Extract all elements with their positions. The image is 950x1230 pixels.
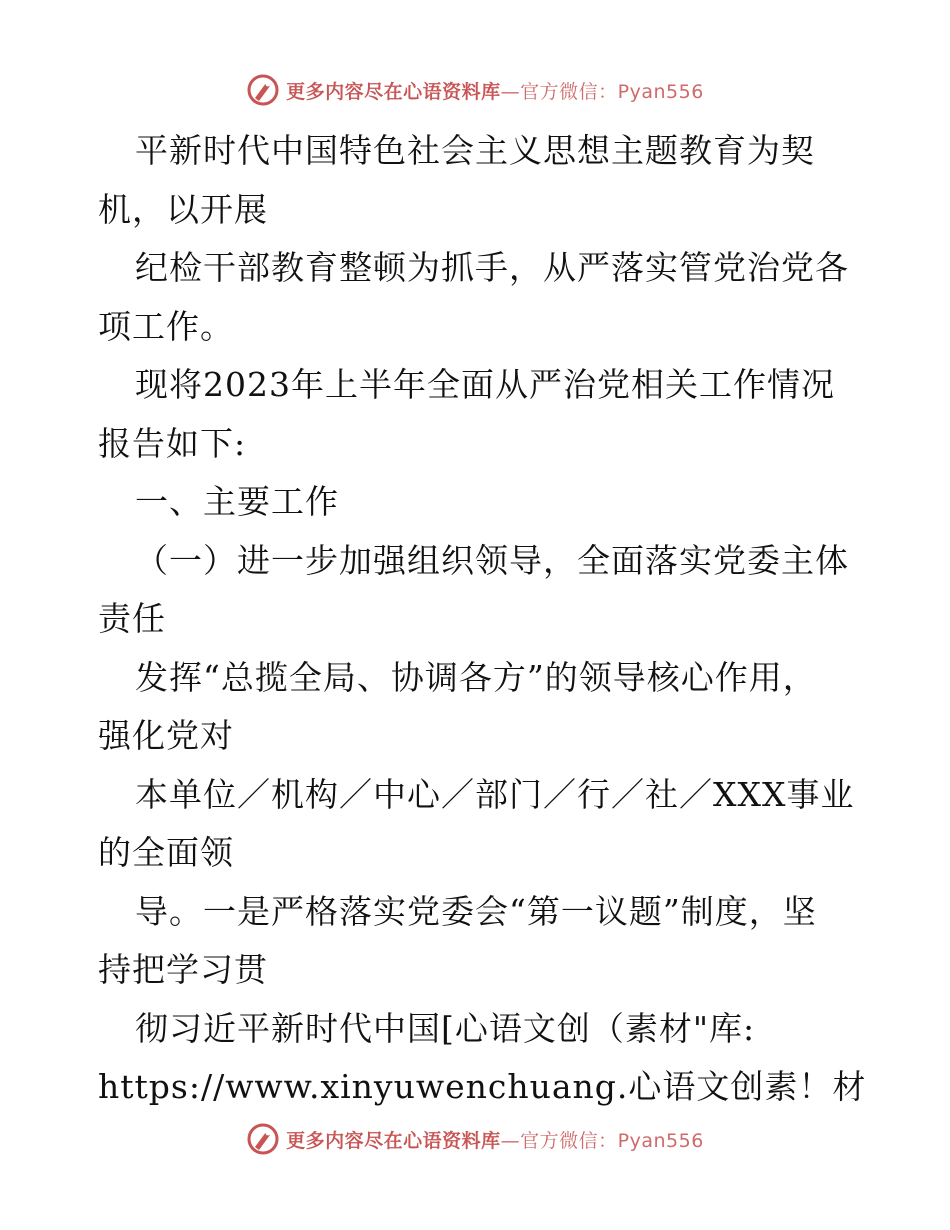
paragraph-line-url: https://www.xinyuwenchuang.心语文创素！材 bbox=[98, 1067, 867, 1106]
paragraph-line: 平新时代中国特色社会主义思想主题教育为契 bbox=[135, 131, 815, 170]
header-banner-title: 更多内容尽在心语资料库 bbox=[286, 80, 501, 103]
pen-logo-icon bbox=[246, 1122, 280, 1156]
paragraph-line: 的全面领 bbox=[98, 833, 234, 872]
paragraph-line: 持把学习贯 bbox=[98, 950, 268, 989]
paragraph-line: 纪检干部教育整顿为抓手，从严落实管党治党各 bbox=[135, 248, 849, 287]
footer-banner bbox=[0, 1119, 950, 1159]
header-banner bbox=[0, 70, 950, 110]
pen-logo-icon bbox=[246, 73, 280, 107]
subsection-heading: （一）进一步加强组织领导，全面落实党委主体 bbox=[135, 540, 849, 580]
footer-banner-text bbox=[286, 1126, 704, 1153]
paragraph-line: 机，以开展 bbox=[98, 189, 268, 229]
paragraph-line: 彻习近平新时代中国[心语文创（素材"库: bbox=[135, 1008, 756, 1048]
header-banner-wechat: —官方微信：Pyan556 bbox=[500, 80, 704, 103]
paragraph-line: 导。一是严格落实党委会“第一议题”制度，坚 bbox=[135, 891, 817, 931]
document-body bbox=[98, 122, 868, 1117]
subsection-heading-cont: 责任 bbox=[98, 599, 166, 638]
footer-banner-wechat: —官方微信：Pyan556 bbox=[500, 1129, 704, 1152]
section-heading: 一、主要工作 bbox=[135, 482, 339, 521]
header-banner-text bbox=[286, 77, 704, 104]
paragraph-line: 项工作。 bbox=[98, 306, 234, 346]
paragraph-line: 强化党对 bbox=[98, 716, 234, 755]
paragraph-line: 现将2023年上半年全面从严治党相关工作情况 bbox=[135, 365, 835, 404]
paragraph-line: 本单位／机构／中心／部门／行／社／XXX事业 bbox=[135, 774, 855, 814]
footer-banner-title: 更多内容尽在心语资料库 bbox=[286, 1129, 501, 1152]
paragraph-line: 报告如下: bbox=[98, 423, 247, 463]
paragraph-line: 发挥“总揽全局、协调各方”的领导核心作用， bbox=[135, 657, 817, 697]
